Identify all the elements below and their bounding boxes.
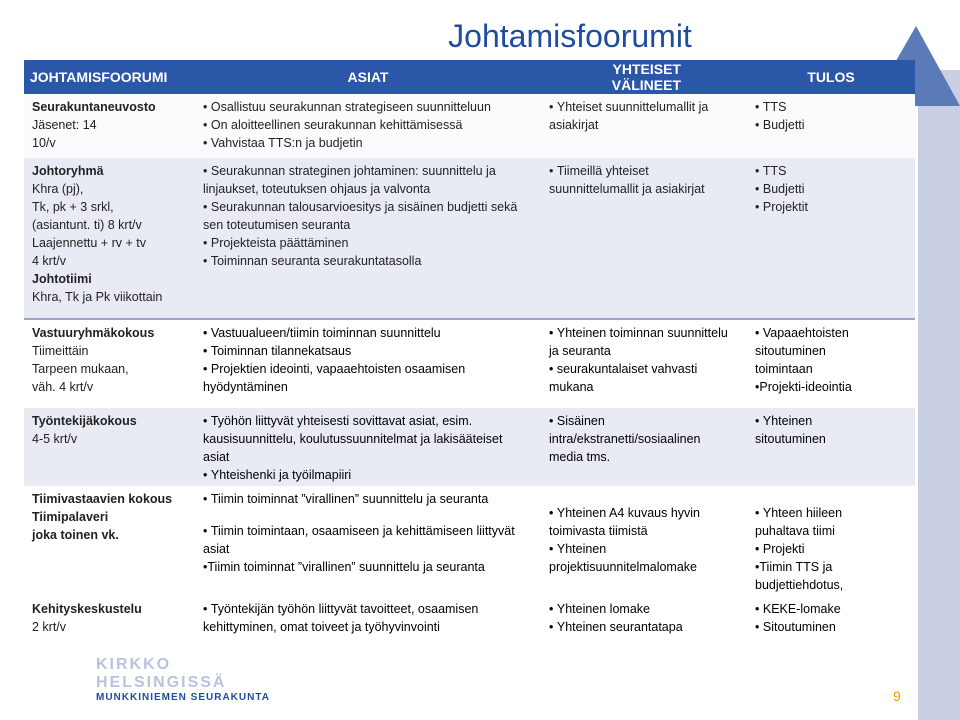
text-line: kehittyminen, omat toiveet ja työhyvinvointi <box>203 620 440 634</box>
text-line: • Yhteiset suunnittelumallit ja <box>549 98 739 116</box>
text-line: • KEKE-lomake <box>755 600 907 618</box>
cell-tulos <box>747 158 915 319</box>
cell-valineet <box>541 158 747 319</box>
text-line: 4-5 krt/v <box>32 432 78 446</box>
text-line: Johtoryhmä <box>32 164 104 178</box>
text-line: väh. 4 krt/v <box>32 380 94 394</box>
text-line: Seurakuntaneuvosto <box>32 100 156 114</box>
cell-valineet <box>541 408 747 486</box>
cell-asiat <box>195 486 541 596</box>
text-line: sitoutuminen <box>755 344 826 358</box>
text-line: • seurakuntalaiset vahvasti <box>549 360 739 378</box>
cell-tulos <box>747 319 915 408</box>
text-line: • Yhteinen seurantatapa <box>549 618 739 636</box>
text-line: • Osallistuu seurakunnan strategiseen suunnitteluun <box>203 98 533 116</box>
cell-asiat <box>195 94 541 158</box>
text-line: Khra (pj), <box>32 182 84 196</box>
text-line: • Tiimin toimintaan, osaamiseen ja kehittämiseen liittyvät <box>203 522 533 540</box>
text-line: • Budjetti <box>755 116 907 134</box>
cell-asiat <box>195 158 541 319</box>
text-line: joka toinen vk. <box>32 528 119 542</box>
text-line: toimivasta tiimistä <box>549 524 648 538</box>
text-line: ja seuranta <box>549 344 611 358</box>
text-line: •Projekti-ideointia <box>755 380 852 394</box>
text-line: Tarpeen mukaan, <box>32 362 129 376</box>
text-line: Laajennettu + rv + tv <box>32 236 146 250</box>
table-header-row <box>24 60 915 94</box>
text-line: sitoutuminen <box>755 432 826 446</box>
spacer <box>203 508 533 522</box>
table-row <box>24 158 915 319</box>
text-line: Jäsenet: 14 <box>32 118 97 132</box>
text-line: • Vapaaehtoisten <box>755 324 907 342</box>
side-band <box>918 70 960 720</box>
table-row <box>24 94 915 158</box>
text-line: • Yhteinen toiminnan suunnittelu <box>549 324 739 342</box>
text-line: intra/ekstranetti/sosiaalinen <box>549 432 701 446</box>
text-line: asiakirjat <box>549 118 599 132</box>
text-line: media tms. <box>549 450 611 464</box>
header-tulos: TULOS <box>747 60 915 94</box>
forum-table <box>24 60 915 660</box>
text-line: Tiimivastaavien kokous <box>32 492 173 506</box>
text-line: • Projekteista päättäminen <box>203 234 533 252</box>
cell-asiat <box>195 596 541 660</box>
text-line: hyödyntäminen <box>203 380 288 394</box>
text-line: • Yhteinen A4 kuvaus hyvin <box>549 504 739 522</box>
text-line: kausisuunnittelu, koulutussuunnitelmat ja lakisääteiset <box>203 432 503 446</box>
text-line: suunnittelumallit ja asiakirjat <box>549 182 705 196</box>
text-line: • Projektien ideointi, vapaaehtoisten osaamisen <box>203 360 533 378</box>
text-line: Tiimipalaveri <box>32 510 109 524</box>
header-valineet: YHTEISET VÄLINEET <box>541 60 747 94</box>
text-line: Tk, pk + 3 srkl, <box>32 200 114 214</box>
logo-name: KIRKKO HELSINGISSÄ <box>96 656 227 691</box>
page-number: 9 <box>893 688 901 704</box>
text-line: • Seurakunnan strateginen johtaminen: suunnittelu ja <box>203 162 533 180</box>
cell-valineet <box>541 94 747 158</box>
text-line: • Yhteinen <box>549 540 739 558</box>
text-line: 10/v <box>32 136 56 150</box>
cell-forum <box>24 486 195 596</box>
text-line: • Vastuualueen/tiimin toiminnan suunnittelu <box>203 324 533 342</box>
organization-logo <box>96 656 296 703</box>
text-line: linjaukset, toteutuksen ohjaus ja valvonta <box>203 182 431 196</box>
spacer <box>755 490 907 504</box>
cell-forum <box>24 319 195 408</box>
text-line: • Yhteishenki ja työilmapiiri <box>203 466 533 484</box>
text-line: puhaltava tiimi <box>755 524 835 538</box>
table-row <box>24 408 915 486</box>
cell-asiat <box>195 319 541 408</box>
text-line: • TTS <box>755 162 907 180</box>
text-line: asiat <box>203 542 230 556</box>
cell-valineet <box>541 319 747 408</box>
text-line: Kehityskeskustelu <box>32 602 142 616</box>
logo-subtitle: MUNKKINIEMEN SEURAKUNTA <box>96 692 270 703</box>
text-line: mukana <box>549 380 594 394</box>
text-line: • Tiimeillä yhteiset <box>549 162 739 180</box>
cell-forum <box>24 158 195 319</box>
text-line: sen toteutumisen seuranta <box>203 218 351 232</box>
text-line: • Toiminnan seuranta seurakuntatasolla <box>203 252 533 270</box>
text-line: • Työhön liittyvät yhteisesti sovittavat asiat, esim. <box>203 412 533 430</box>
text-line: • Yhteinen <box>755 412 907 430</box>
cell-forum <box>24 408 195 486</box>
text-line: (asiantunt. ti) 8 krt/v <box>32 218 142 232</box>
text-line: projektisuunnitelmalomake <box>549 560 697 574</box>
table-row <box>24 486 915 596</box>
text-line: Khra, Tk ja Pk viikottain <box>32 290 163 304</box>
cell-forum <box>24 596 195 660</box>
text-line: • Tiimin toiminnat ”virallinen” suunnittelu ja seuranta <box>203 490 533 508</box>
text-line: • Sisäinen <box>549 412 739 430</box>
spacer <box>549 490 739 504</box>
cell-valineet <box>541 596 747 660</box>
text-line: Johtotiimi <box>32 272 92 286</box>
page-title: Johtamisfoorumit <box>448 18 692 54</box>
text-line: Vastuuryhmäkokous <box>32 326 155 340</box>
text-line: • Vahvistaa TTS:n ja budjetin <box>203 134 533 152</box>
text-line: budjettiehdotus, <box>755 578 844 592</box>
cell-tulos <box>747 94 915 158</box>
text-line: • Projektit <box>755 198 907 216</box>
text-line: • Sitoutuminen <box>755 618 907 636</box>
text-line: • Työntekijän työhön liittyvät tavoitteet, osaamisen <box>203 600 533 618</box>
text-line: 4 krt/v <box>32 254 67 268</box>
text-line: Tiimeittäin <box>32 344 89 358</box>
cell-tulos <box>747 596 915 660</box>
text-line: •Tiimin TTS ja <box>755 560 833 574</box>
header-asiat: ASIAT <box>195 60 541 94</box>
table-row <box>24 319 915 408</box>
cell-asiat <box>195 408 541 486</box>
text-line: • TTS <box>755 98 907 116</box>
text-line: • Seurakunnan talousarvioesitys ja sisäinen budjetti sekä <box>203 198 533 216</box>
cell-tulos <box>747 408 915 486</box>
table-row <box>24 596 915 660</box>
text-line: • Budjetti <box>755 180 907 198</box>
text-line: toimintaan <box>755 362 813 376</box>
text-line: Työntekijäkokous <box>32 414 137 428</box>
text-line: • Projekti <box>755 540 907 558</box>
text-line: • Yhteen hiileen <box>755 504 907 522</box>
header-forum: JOHTAMISFOORUMI <box>24 60 195 94</box>
text-line: •Tiimin toiminnat ”virallinen” suunnittelu ja seuranta <box>203 560 485 574</box>
text-line: asiat <box>203 450 230 464</box>
cell-valineet <box>541 486 747 596</box>
text-line: • On aloitteellinen seurakunnan kehittämisessä <box>203 116 533 134</box>
text-line: • Yhteinen lomake <box>549 600 739 618</box>
cell-forum <box>24 94 195 158</box>
text-line: • Toiminnan tilannekatsaus <box>203 342 533 360</box>
cell-tulos <box>747 486 915 596</box>
text-line: 2 krt/v <box>32 620 67 634</box>
